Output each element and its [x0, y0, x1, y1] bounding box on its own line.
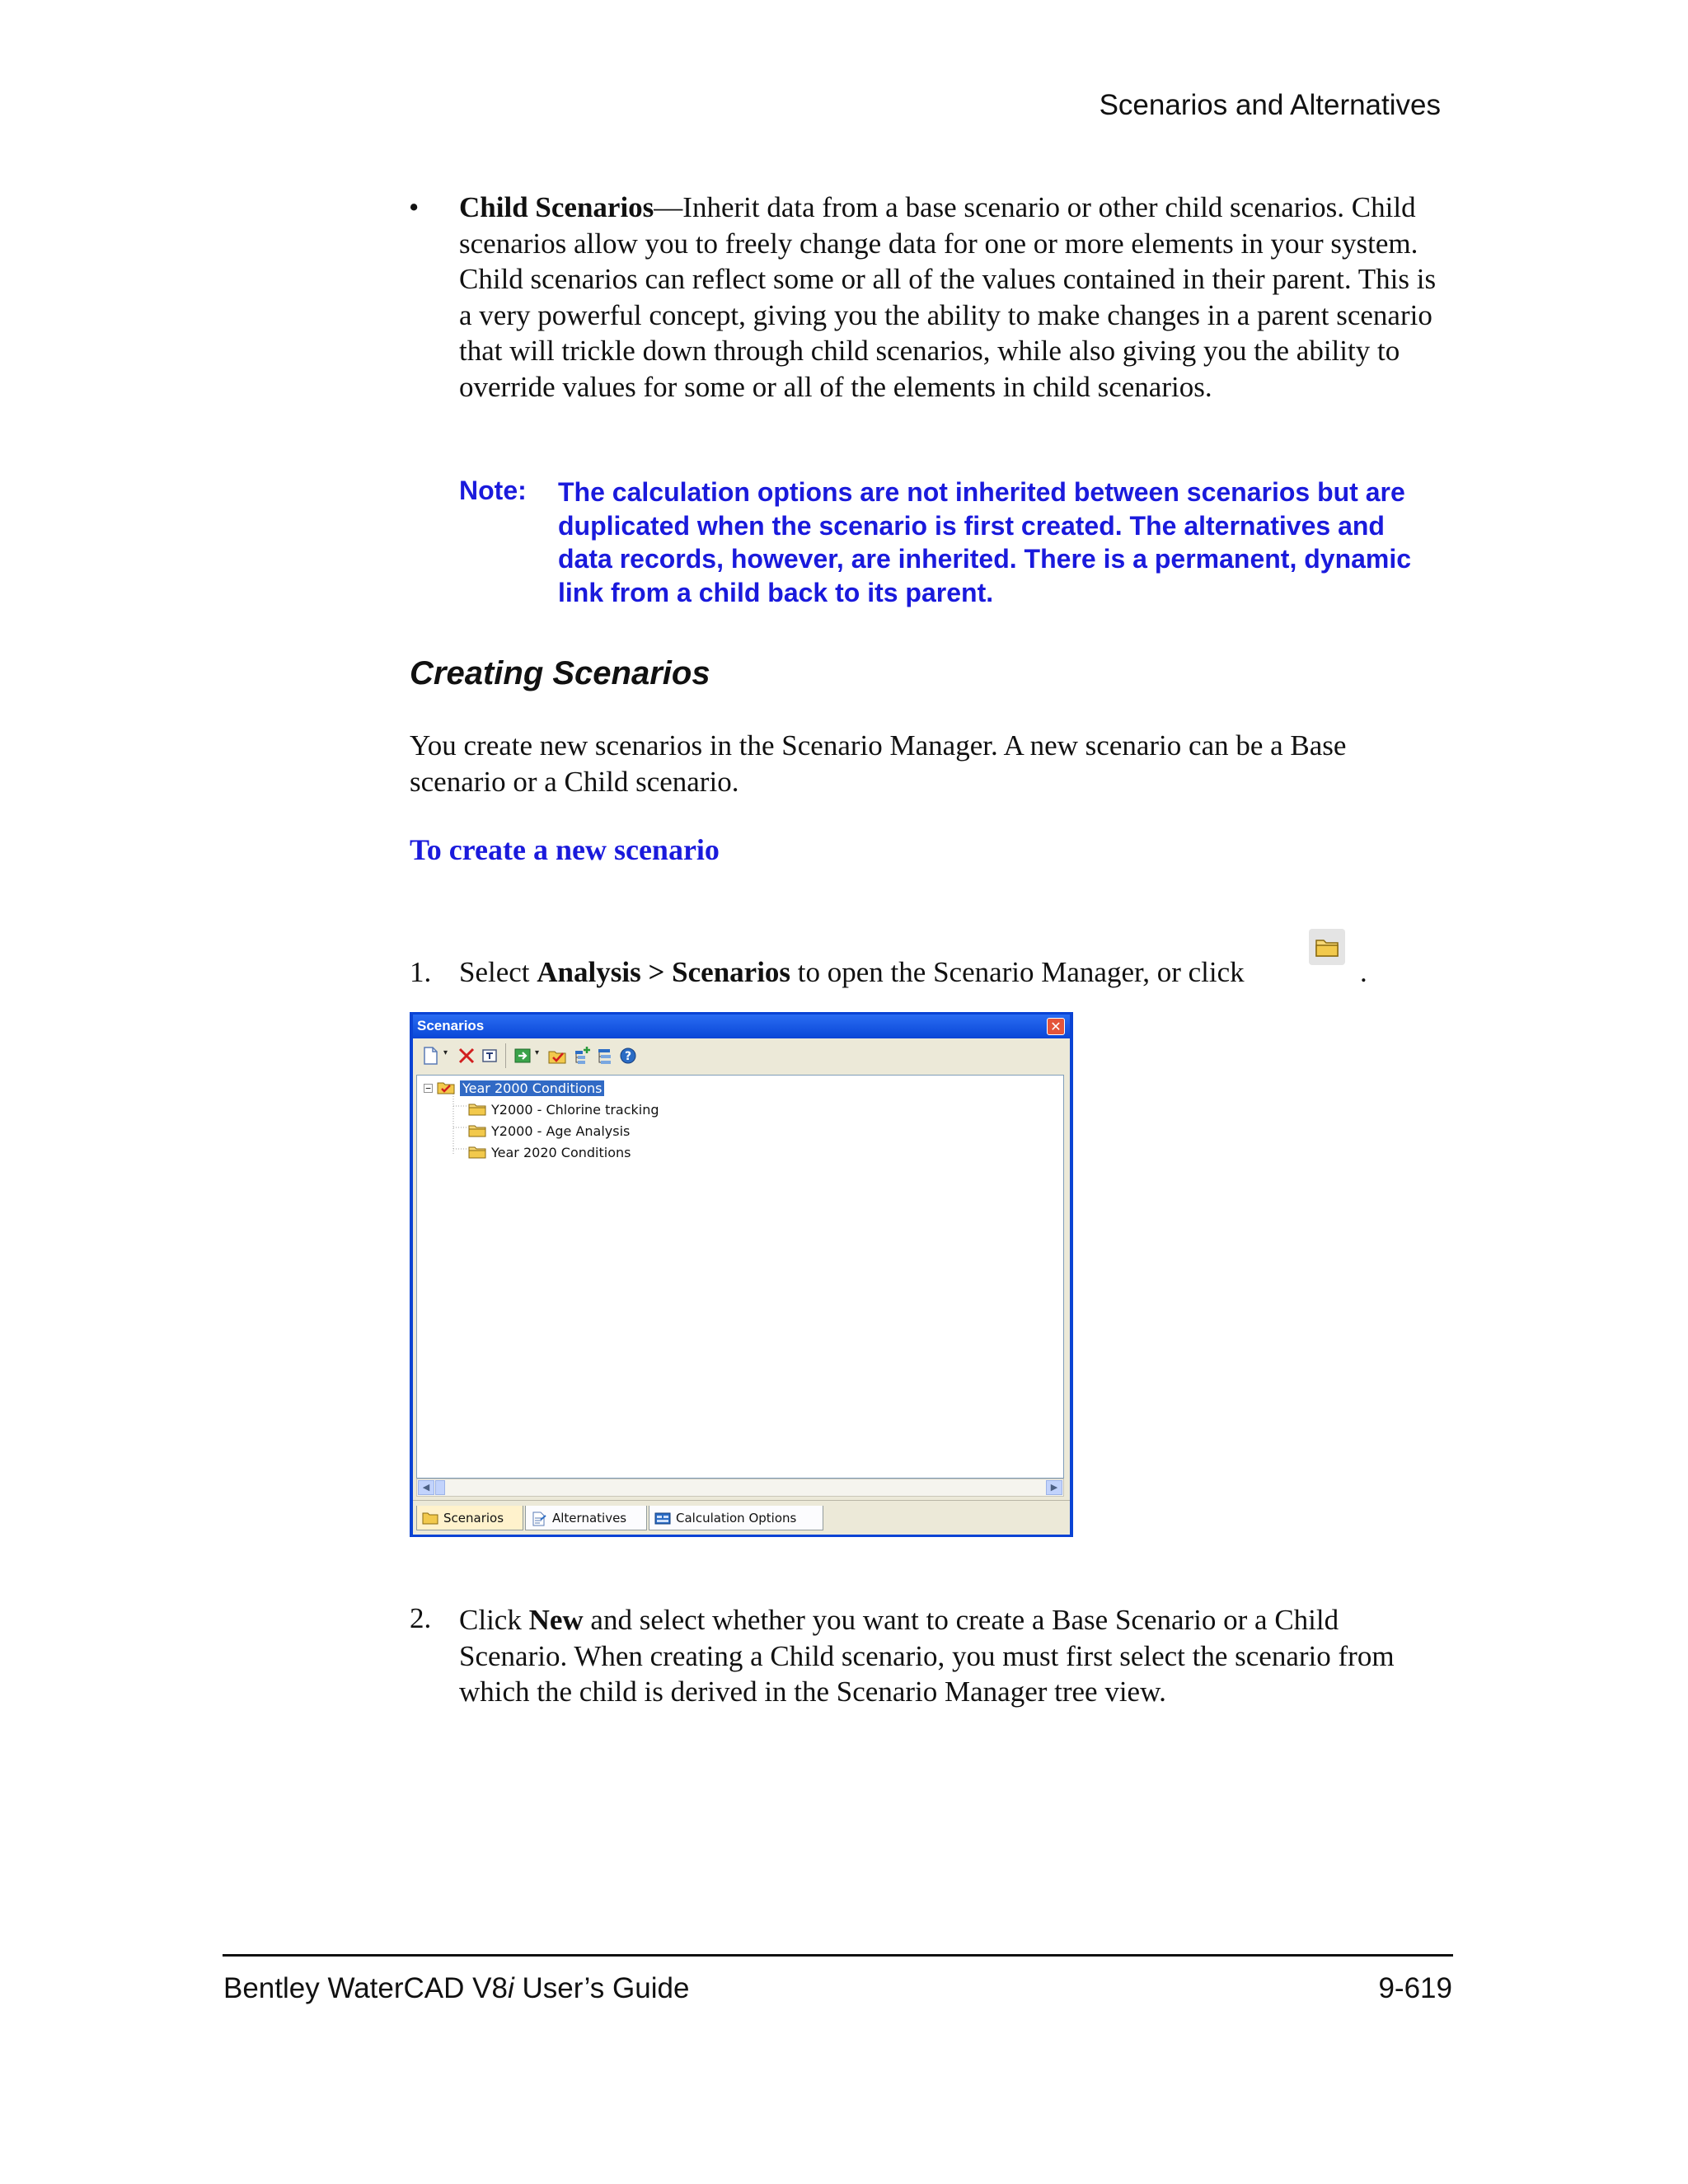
folder-icon [468, 1146, 486, 1159]
scenario-tree [416, 1075, 1064, 1479]
folder-icon [468, 1124, 486, 1137]
tree-root-label: Year 2000 Conditions [460, 1080, 604, 1096]
footer-product-title [223, 1972, 689, 2005]
scenarios-folder-icon [1309, 929, 1345, 965]
step-2-post: and select whether you want to create a Base Scenario or a Child Scenario. When creating a Child scenario, you must first select the scenario from which the child is derived in the Scenario Manager tree view. [459, 1604, 1395, 1708]
step-1-post: to open the Scenario Manager, or click [790, 956, 1245, 988]
compute-dropdown-icon[interactable]: ▾ [535, 1048, 540, 1057]
bullet-marker: • [409, 191, 420, 223]
scroll-thumb[interactable] [435, 1480, 445, 1495]
tree-item[interactable] [468, 1141, 631, 1163]
tree-item[interactable] [468, 1120, 630, 1141]
step-1-pre: Select [459, 956, 537, 988]
running-header: Scenarios and Alternatives [1099, 89, 1441, 121]
window-body [413, 1038, 1070, 1534]
rename-icon[interactable] [479, 1045, 500, 1066]
tree-item[interactable] [468, 1099, 659, 1120]
tab-label: Scenarios [443, 1510, 504, 1526]
make-current-icon[interactable] [546, 1045, 568, 1066]
procedure-heading: To create a new scenario [410, 833, 720, 866]
step-1-period: . [1360, 956, 1367, 988]
child-scenarios-description: —Inherit data from a base scenario or other child scenarios. Child scenarios allow you to freely change data for one or more elements in your system. Child scenarios can reflect some or all of the values contained in their parent. This is a very powerful concept, giving you the ability to make changes in a parent scenario that will trickle down through child scenarios, while also giving you the ability to override values for some or all of the elements in child scenarios. [459, 191, 1437, 403]
tab-calculation-options[interactable] [649, 1506, 823, 1530]
tab-scenarios[interactable] [416, 1506, 523, 1530]
child-scenarios-paragraph [459, 190, 1448, 405]
scroll-left-button[interactable]: ◀ [418, 1480, 434, 1495]
tab-label: Calculation Options [676, 1510, 797, 1526]
footer-product-italic: i [507, 1972, 514, 2004]
scenario-manager-window [410, 1012, 1073, 1537]
scroll-right-button[interactable]: ▶ [1046, 1480, 1062, 1495]
delete-icon[interactable] [456, 1045, 477, 1066]
toolbar [413, 1038, 1070, 1075]
footer-rule [223, 1954, 1453, 1957]
step-1-number: 1. [410, 956, 432, 988]
calculation-options-icon [654, 1511, 671, 1525]
child-scenarios-term: Child Scenarios [459, 191, 654, 223]
window-title: Scenarios [417, 1018, 485, 1033]
close-button[interactable]: ✕ [1047, 1018, 1065, 1035]
compare-icon[interactable] [594, 1045, 616, 1066]
tab-strip [413, 1500, 1070, 1535]
current-scenario-folder-icon [437, 1081, 455, 1094]
step-2-pre: Click [459, 1604, 529, 1636]
compute-icon[interactable] [512, 1045, 533, 1066]
section-heading: Creating Scenarios [410, 655, 710, 691]
tab-label: Alternatives [552, 1510, 627, 1526]
svg-text:?: ? [624, 1050, 632, 1063]
folder-icon [422, 1511, 438, 1525]
step-1-menu-path: Analysis > Scenarios [537, 956, 791, 988]
folder-icon [468, 1103, 486, 1116]
tree-item-label: Y2000 - Chlorine tracking [491, 1101, 659, 1118]
section-intro: You create new scenarios in the Scenario Manager. A new scenario can be a Base scenario or a Child scenario. [410, 729, 1347, 798]
new-dropdown-icon[interactable]: ▾ [443, 1048, 448, 1057]
step-2-number: 2. [410, 1602, 432, 1634]
step-2-new-command: New [528, 1604, 584, 1636]
footer-product-pre: Bentley WaterCAD V8 [223, 1972, 508, 2004]
help-icon[interactable] [617, 1045, 639, 1066]
add-child-icon[interactable] [571, 1045, 593, 1066]
new-icon[interactable] [420, 1045, 441, 1066]
collapse-icon[interactable]: − [424, 1084, 433, 1093]
page-number: 9-619 [1378, 1972, 1452, 2004]
tree-item-label: Year 2020 Conditions [491, 1144, 631, 1160]
footer-product-post: User’s Guide [513, 1972, 690, 2004]
horizontal-scrollbar[interactable] [416, 1479, 1064, 1497]
note-text: The calculation options are not inherited between scenarios but are duplicated when the scenario is first created. The alternatives and data records, however, are inherited. There is a permanent, dynamic link from a child back to its parent. [558, 477, 1412, 607]
window-title-bar[interactable] [413, 1015, 1070, 1038]
note-label: Note: [459, 476, 527, 505]
tree-root-row[interactable] [424, 1077, 604, 1099]
tab-alternatives[interactable] [525, 1506, 647, 1530]
step-2-text [459, 1602, 1448, 1710]
alternatives-icon [531, 1511, 547, 1525]
toolbar-separator [505, 1043, 506, 1068]
step-1-text [459, 956, 1245, 989]
tree-item-label: Y2000 - Age Analysis [491, 1122, 631, 1139]
